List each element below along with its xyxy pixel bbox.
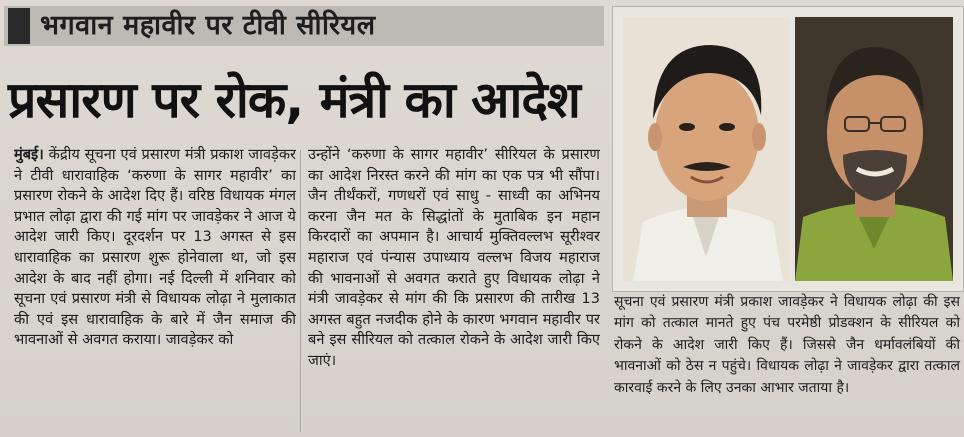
portrait-left-illustration [623,17,789,281]
headline: प्रसारण पर रोक, मंत्री का आदेश [8,71,580,129]
kicker-marker [8,8,30,44]
kicker-heading: भगवान महावीर पर टीवी सीरियल [40,10,376,41]
article-column-1 [14,145,296,437]
photo-caption: सूचना एवं प्रसारण मंत्री प्रकाश जावड़ेकर ने विधायक लोढ़ा की इस मांग को तत्काल मानते हुए पंच परमेष्ठी प्रोडक्शन के सीरियल को रोकने के आदेश जारी किए हैं। जिससे जैन धर्मावलंबियों की भावनाओं को ठेस न पहुंचे। विधायक लोढ़ा ने जावड़ेकर द्वारा तत्काल कारवाई करने के लिए उनका आभार जताया है। [614,294,960,396]
dateline: मुंबई। [14,146,44,163]
portrait-photo-right [795,17,953,281]
photo-frame [612,6,964,292]
column-2-text: उन्होंने ‘करुणा के सागर महावीर’ सीरियल के प्रसारण का आदेश निरस्त करने की मांग का एक पत्र भी सौंपा। जैन तीर्थंकरों, गणधरों एवं साधु - साध्वी का अभिनय करना जैन मत के सिद्धांतों के मुताबिक इन महान किरदारों का अपमान है। आचार्य मुक्तिवल्लभ सूरीश्वर महाराज एवं पंन्यास उपाध्याय वल्लभ विजय महाराज की भावनाओं से अवगत कराते हुए विधायक लोढ़ा ने मंत्री जावड़ेकर से मांग की कि प्रसारण की तारीख 13 अगस्त बहुत नजदीक होने के कारण भगवान महावीर पर बने इस सीरियल को तत्काल रोकने के आदेश जारी किए जाएं। [308,146,600,369]
portrait-right-illustration [795,17,953,281]
column-divider [300,150,301,432]
article-column-2 [308,145,600,437]
portrait-photo-left [623,17,789,281]
column-1-text: केंद्रीय सूचना एवं प्रसारण मंत्री प्रकाश जावड़ेकर ने टीवी धारावाहिक ‘करुणा के सागर महावीर’ का प्रसारण रोकने के आदेश दिए हैं। वरिष्ठ विधायक मंगल प्रभात लोढ़ा द्वारा की गई मांग पर जावड़ेकर ने आज ये आदेश जारी किए। दूरदर्शन पर 13 अगस्त से इस धारावाहिक का प्रसारण शुरू होनेवाला था, जो इस आदेश के बाद नहीं होगा। नई दिल्ली में शनिवार को सूचना एवं प्रसारण मंत्री से विधायक लोढ़ा ने मुलाकात की एवं इस धारावाहिक के बारे में जैन समाज की भावनाओं से अवगत कराया। जावड़ेकर को [14,146,296,349]
